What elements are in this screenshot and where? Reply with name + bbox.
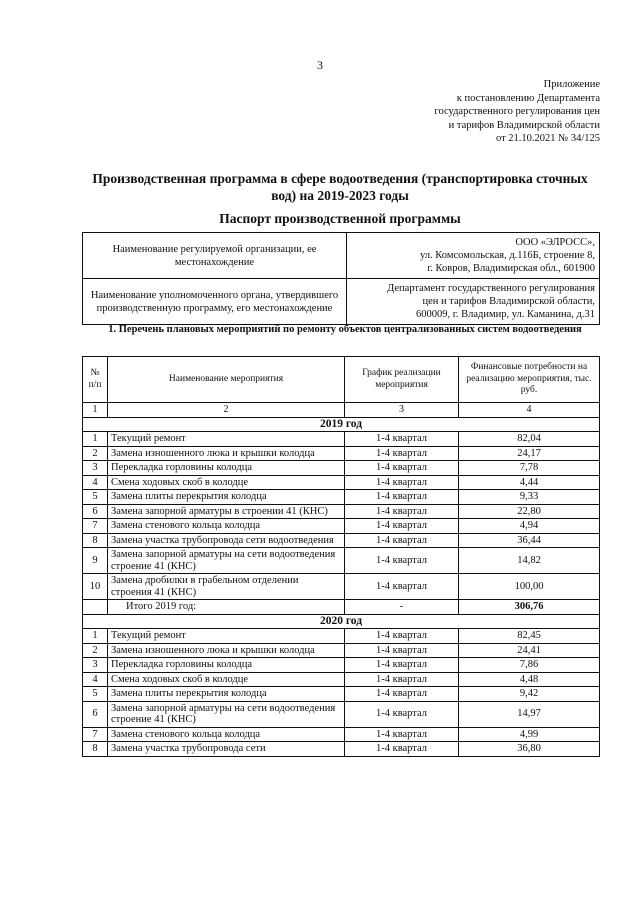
measure-name: Смена ходовых скоб в колодце [108,672,345,687]
schedule-cell: 1-4 квартал [345,504,459,519]
organization-line: г. Ковров, Владимирская обл., 601900 [427,263,595,274]
appendix-line: к постановлению Департамента [456,92,600,104]
measure-name: Замена стенового кольца колодца [108,519,345,534]
section-1-title: 1. Перечень плановых мероприятий по ремонту объектов централизованных систем водоотведения [108,324,582,335]
row-number: 4 [83,475,108,490]
table-row [83,490,600,505]
schedule-cell: 1-4 квартал [345,533,459,548]
row-number: 5 [83,687,108,702]
measure-name: Текущий ремонт [108,432,345,447]
schedule-cell: 1-4 квартал [345,432,459,447]
schedule-cell: 1-4 квартал [345,475,459,490]
table-row [83,504,600,519]
authority-value [347,279,600,325]
header-num: № п/п [83,357,108,403]
year-label: 2019 год [83,417,600,432]
measure-name: Замена дробилки в грабельном отделении строения 41 (КНС) [108,574,345,600]
measure-name: Текущий ремонт [108,629,345,644]
row-number: 2 [83,643,108,658]
row-number: 5 [83,490,108,505]
header-finance: Финансовые потребности на реализацию мероприятия, тыс. руб. [459,357,600,403]
measures-table [82,356,600,757]
table-header-row [83,357,600,403]
table-row [83,658,600,673]
column-number: 4 [459,403,600,418]
year-row [83,417,600,432]
measure-name: Замена участка трубопровода сети [108,742,345,757]
row-number: 3 [83,461,108,476]
schedule-cell: 1-4 квартал [345,672,459,687]
schedule-cell: 1-4 квартал [345,658,459,673]
organization-label: Наименование регулируемой организации, ее местонахождение [83,233,347,279]
table-row [83,446,600,461]
schedule-cell: 1-4 квартал [345,574,459,600]
passport-row-authority [83,279,600,325]
row-number: 8 [83,533,108,548]
schedule-cell: 1-4 квартал [345,727,459,742]
passport-row-organization [83,233,600,279]
authority-label: Наименование уполномоченного органа, утвердившего производственную программу, его местонахождение [83,279,347,325]
measure-name: Перекладка горловины колодца [108,658,345,673]
organization-line: ул. Комсомольская, д.116Б, строение 8, [420,250,595,261]
row-number: 7 [83,519,108,534]
year-row [83,614,600,629]
schedule-cell: 1-4 квартал [345,548,459,574]
finance-cell: 4,94 [459,519,600,534]
header-schedule: График реализации мероприятия [345,357,459,403]
finance-cell: 7,78 [459,461,600,476]
table-row [83,629,600,644]
measure-name: Смена ходовых скоб в колодце [108,475,345,490]
schedule-cell: 1-4 квартал [345,446,459,461]
header-name: Наименование мероприятия [108,357,345,403]
measure-name: Замена участка трубопровода сети водоотведения [108,533,345,548]
measure-name: Замена запорной арматуры на сети водоотведения строение 41 (КНС) [108,701,345,727]
table-row [83,687,600,702]
table-row [83,432,600,447]
measure-name: Замена изношенного люка и крышки колодца [108,446,345,461]
finance-cell: 36,80 [459,742,600,757]
column-number: 2 [108,403,345,418]
finance-cell: 14,97 [459,701,600,727]
row-number: 7 [83,727,108,742]
column-numbers-row [83,403,600,418]
table-row [83,643,600,658]
finance-cell: 82,45 [459,629,600,644]
finance-cell: 36,44 [459,533,600,548]
organization-value [347,233,600,279]
finance-cell: 4,48 [459,672,600,687]
schedule-cell: 1-4 квартал [345,701,459,727]
table-row [83,727,600,742]
schedule-cell: 1-4 квартал [345,490,459,505]
appendix-block [380,78,600,146]
row-number: 6 [83,504,108,519]
finance-cell: 7,86 [459,658,600,673]
measure-name: Замена изношенного люка и крышки колодца [108,643,345,658]
table-row [83,701,600,727]
finance-cell: 22,80 [459,504,600,519]
appendix-line: от 21.10.2021 № 34/125 [495,133,600,144]
authority-line: Департамент государственного регулирования [387,283,595,294]
year-label: 2020 год [83,614,600,629]
column-number: 1 [83,403,108,418]
schedule-cell: 1-4 квартал [345,461,459,476]
table-row [83,533,600,548]
column-number: 3 [345,403,459,418]
table-row [83,519,600,534]
passport-heading: Паспорт производственной программы [219,211,461,226]
appendix-line: и тарифов Владимирской области [448,119,600,131]
table-row [83,742,600,757]
passport-table [82,232,600,325]
finance-cell: 9,33 [459,490,600,505]
row-number: 3 [83,658,108,673]
measure-name: Замена плиты перекрытия колодца [108,490,345,505]
row-number: 4 [83,672,108,687]
row-number: 1 [83,629,108,644]
total-schedule: - [345,600,459,615]
row-number: 8 [83,742,108,757]
table-row [83,574,600,600]
measure-name: Замена запорной арматуры на сети водоотведения строение 41 (КНС) [108,548,345,574]
finance-cell: 4,44 [459,475,600,490]
page-number: 3 [317,58,323,72]
measure-name: Замена запорной арматуры в строении 41 (КНС) [108,504,345,519]
total-row [83,600,600,615]
measure-name: Замена плиты перекрытия колодца [108,687,345,702]
finance-cell: 82,04 [459,432,600,447]
row-number: 1 [83,432,108,447]
measure-name: Замена стенового кольца колодца [108,727,345,742]
document-title: Производственная программа в сфере водоотведения (транспортировка сточных вод) на 2019-2023 годы [92,171,588,203]
row-number: 10 [83,574,108,600]
authority-line: цен и тарифов Владимирской области, [422,296,595,307]
organization-line: ООО «ЭЛРОСС», [515,237,595,248]
row-number: 2 [83,446,108,461]
table-row [83,475,600,490]
row-number: 9 [83,548,108,574]
table-row [83,548,600,574]
finance-cell: 24,41 [459,643,600,658]
appendix-line: государственного регулирования цен [434,106,600,117]
schedule-cell: 1-4 квартал [345,742,459,757]
authority-line: 600009, г. Владимир, ул. Каманина, д.31 [415,309,595,320]
finance-cell: 9,42 [459,687,600,702]
finance-cell: 100,00 [459,574,600,600]
finance-cell: 4,99 [459,727,600,742]
total-value: 306,76 [459,600,600,615]
measure-name: Перекладка горловины колодца [108,461,345,476]
schedule-cell: 1-4 квартал [345,643,459,658]
total-num-cell [83,600,108,615]
total-label: Итого 2019 год: [108,600,345,615]
finance-cell: 24,17 [459,446,600,461]
schedule-cell: 1-4 квартал [345,629,459,644]
row-number: 6 [83,701,108,727]
schedule-cell: 1-4 квартал [345,687,459,702]
table-row [83,461,600,476]
schedule-cell: 1-4 квартал [345,519,459,534]
table-row [83,672,600,687]
finance-cell: 14,82 [459,548,600,574]
appendix-line: Приложение [543,79,600,90]
